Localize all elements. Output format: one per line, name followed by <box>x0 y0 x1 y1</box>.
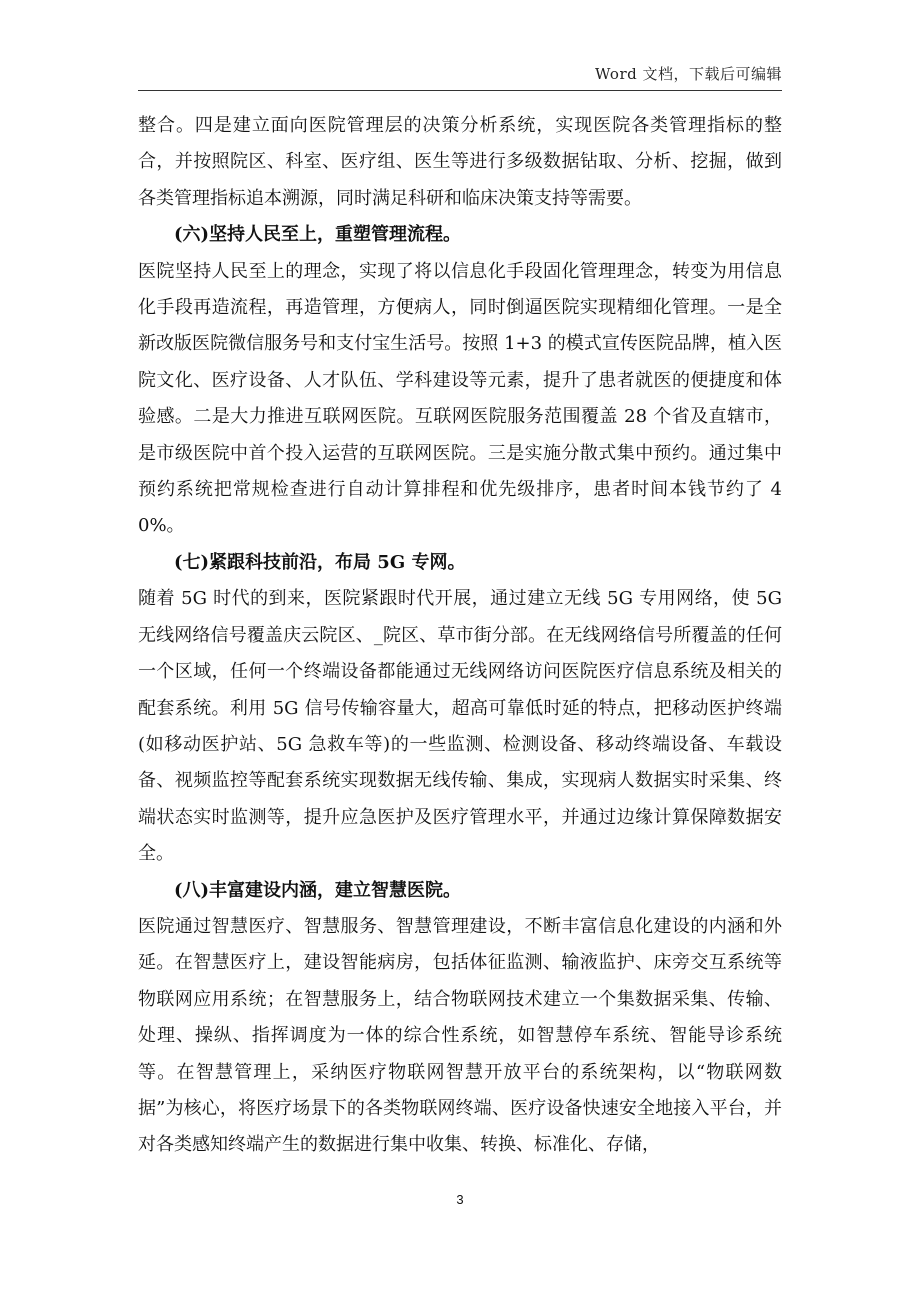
page-number: 3 <box>456 1192 464 1207</box>
body-paragraph: 医院通过智慧医疗、智慧服务、智慧管理建设，不断丰富信息化建设的内涵和外延。在智慧医疗上，建设智能病房，包括体征监测、输液监护、床旁交互系统等物联网应用系统；在智慧服务上，结合物联网技术建立一个集数据采集、传输、处理、操纵、指挥调度为一体的综合性系统，如智慧停车系统、智能导诊系统等。在智慧管理上，采纳医疗物联网智慧开放平台的系统架构，以“物联网数据”为核心，将医疗场景下的各类物联网终端、医疗设备快速安全地接入平台，并对各类感知终端产生的数据进行集中收集、转换、标准化、存储， <box>138 915 782 1156</box>
body-paragraph: 医院坚持人民至上的理念，实现了将以信息化手段固化管理理念，转变为用信息化手段再造流程，再造管理，方便病人，同时倒逼医院实现精细化管理。一是全新改版医院微信服务号和支付宝生活号。按照 1+3 的模式宣传医院品牌，植入医院文化、医疗设备、人才队伍、学科建设等元素，提升了患者就医的便捷度和体验感。二是大力推进互联网医院。互联网医院服务范围覆盖 28 个省及直辖市，是市级医院中首个投入运营的互联网医院。三是实施分散式集中预约。通过集中预约系统把常规检查进行自动计算排程和优先级排序，患者时间本钱节约了 40%。 <box>138 260 782 537</box>
header-divider <box>138 90 782 91</box>
section-heading: (七)紧跟科技前沿，布局 5G 专网。 <box>174 551 466 573</box>
body-paragraph: 整合。四是建立面向医院管理层的决策分析系统，实现医院各类管理指标的整合，并按照院区、科室、医疗组、医生等进行多级数据钻取、分析、挖掘，做到各类管理指标追本溯源，同时满足科研和临床决策支持等需要。 <box>138 115 782 209</box>
section-heading: (八)丰富建设内涵，建立智慧医院。 <box>174 879 462 901</box>
document-body <box>138 108 782 1164</box>
body-paragraph: 随着 5G 时代的到来，医院紧跟时代开展，通过建立无线 5G 专用网络，使 5G 无线网络信号覆盖庆云院区、_院区、草市街分部。在无线网络信号所覆盖的任何一个区域，任何一个终端设备都能通过无线网络访问医院医疗信息系统及相关的配套系统。利用 5G 信号传输容量大，超高可靠低时延的特点，把移动医护终端(如移动医护站、5G 急救车等)的一些监测、检测设备、移动终端设备、车载设备、视频监控等配套系统实现数据无线传输、集成，实现病人数据实时采集、终端状态实时监测等，提升应急医护及医疗管理水平，并通过边缘计算保障数据安全。 <box>138 588 782 865</box>
page-header: Word 文档，下载后可编辑 <box>595 65 782 83</box>
section-heading: (六)坚持人民至上，重塑管理流程。 <box>174 224 462 246</box>
